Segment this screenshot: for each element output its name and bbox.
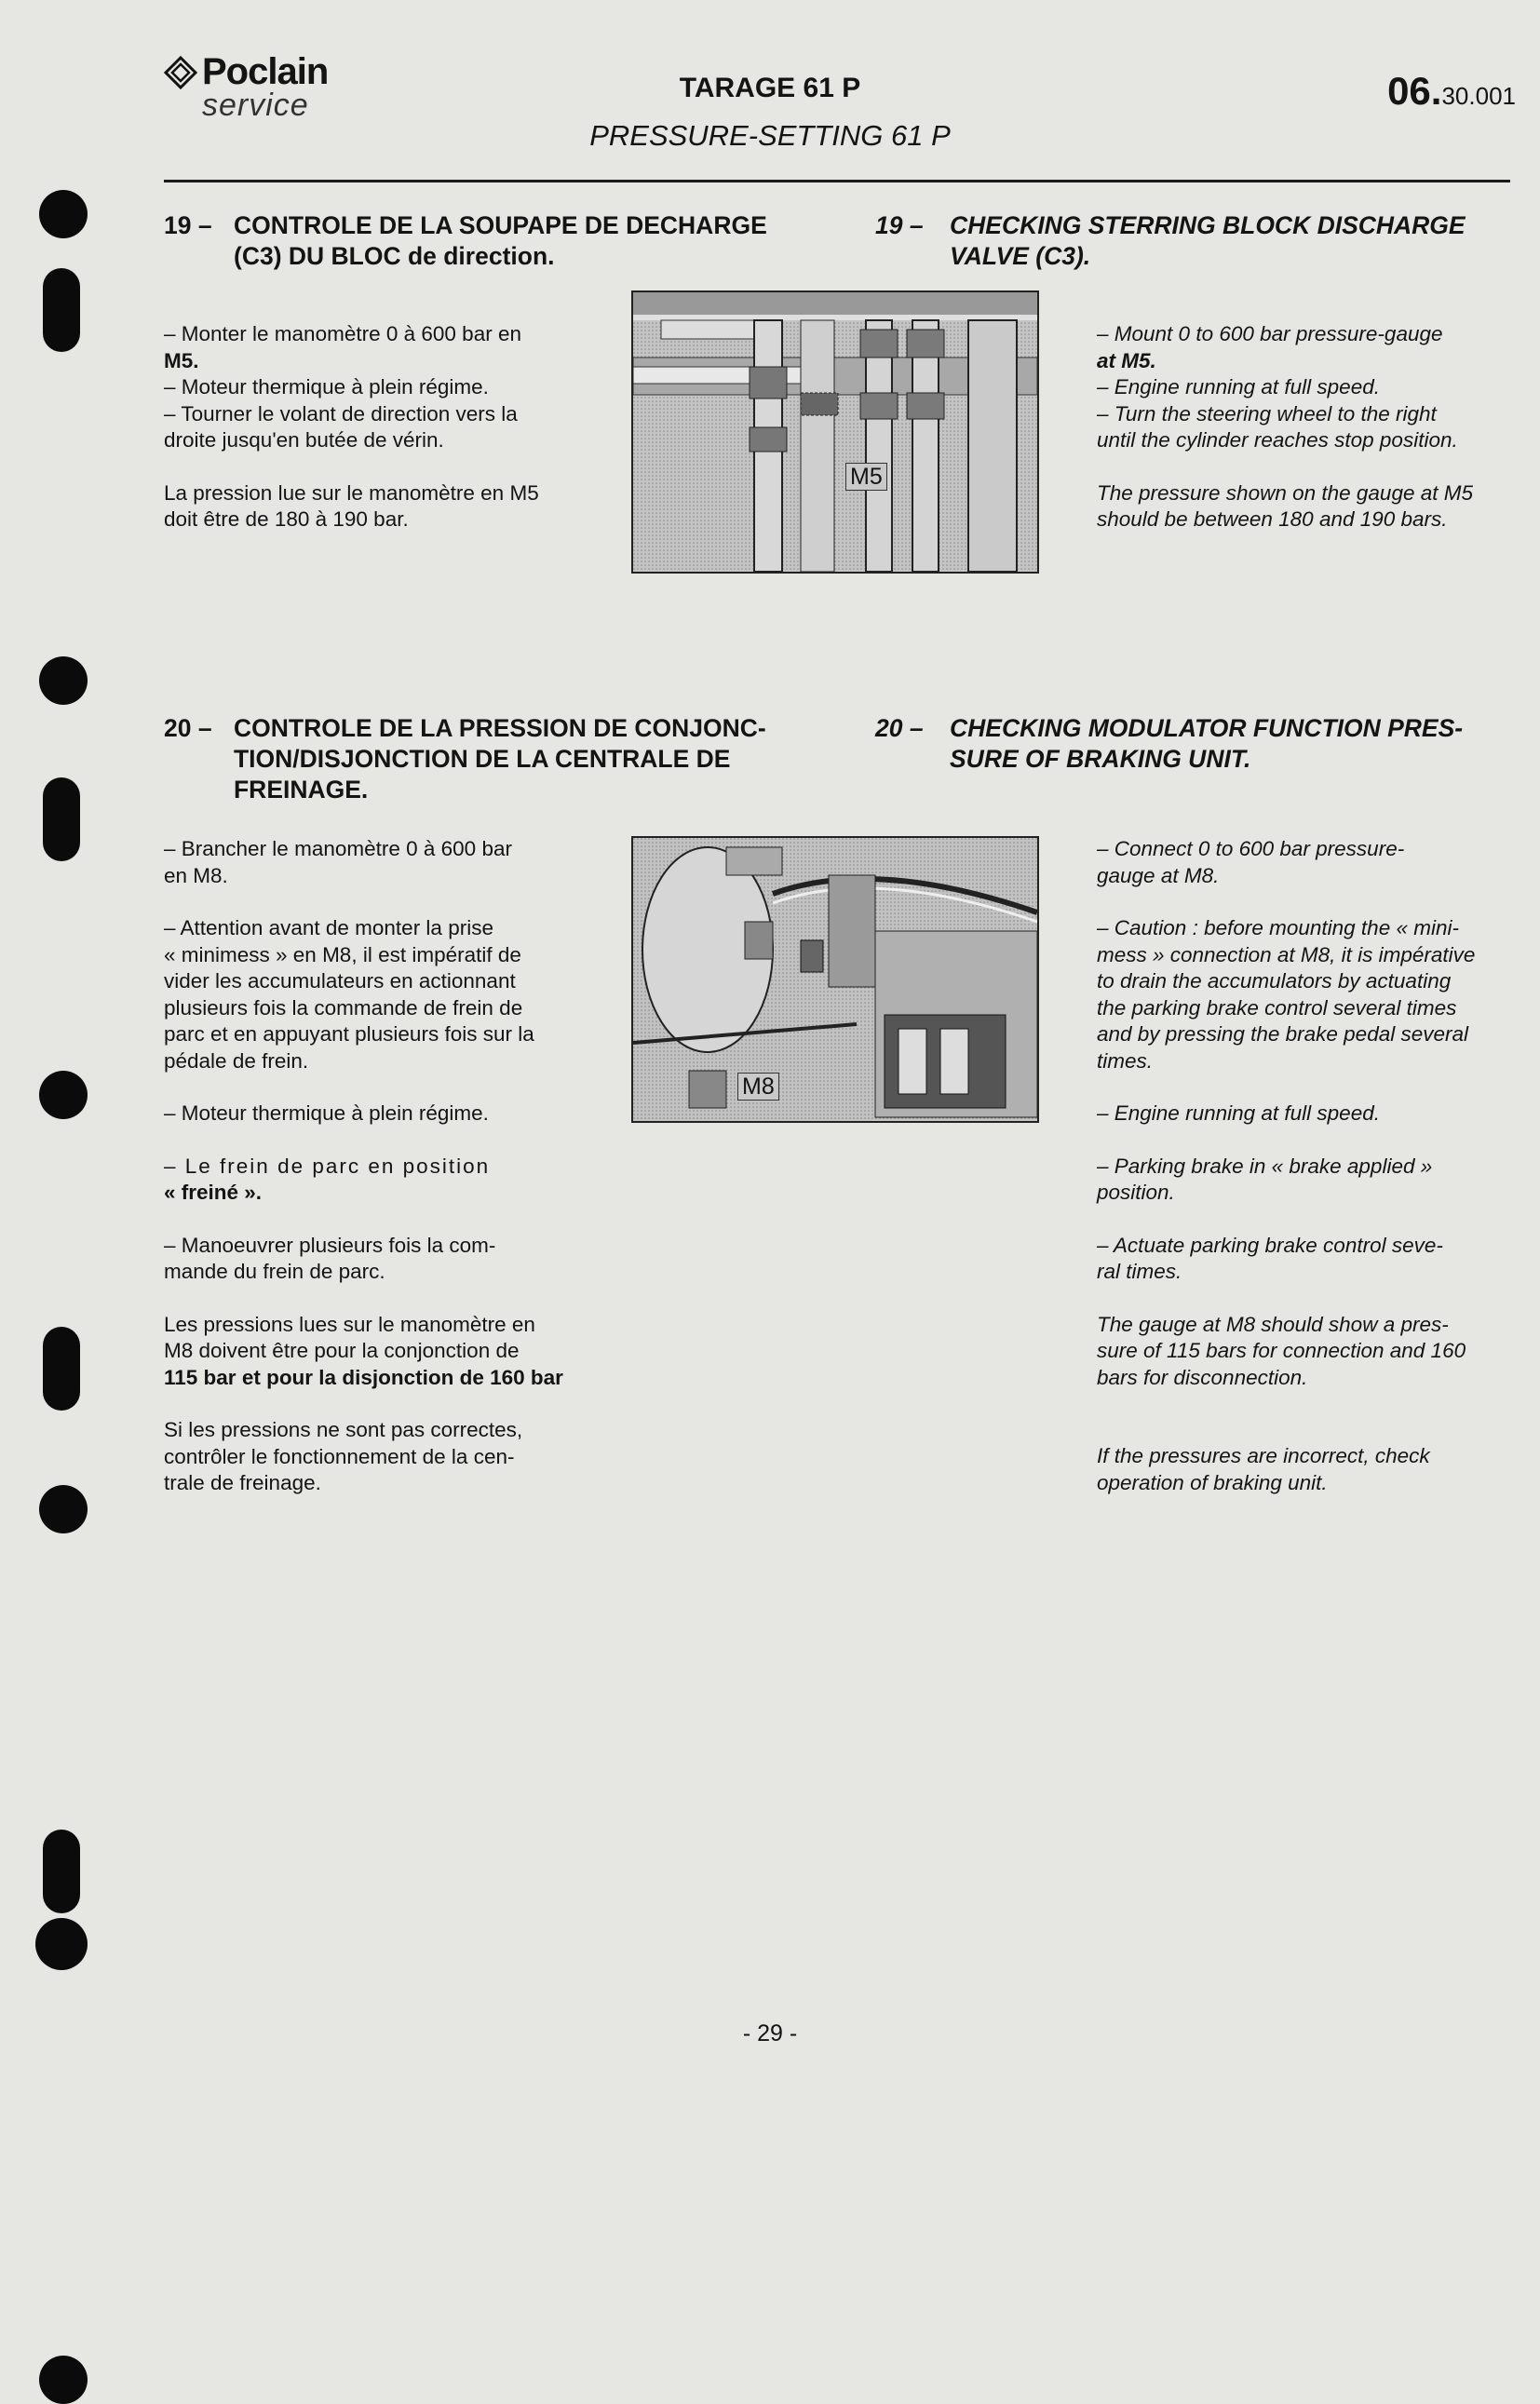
- text-line: – Caution : before mounting the « mini-: [1097, 916, 1459, 939]
- text-line: – Moteur thermique à plein régime.: [164, 1101, 489, 1125]
- punch-slot: [43, 268, 80, 352]
- text-line: ral times.: [1097, 1260, 1182, 1283]
- text-line: – Engine running at full speed.: [1097, 375, 1380, 398]
- punch-hole: [39, 1071, 88, 1119]
- text-line: times.: [1097, 1048, 1154, 1073]
- section19-number-en: 19 –: [875, 211, 924, 239]
- text-line: until the cylinder reaches stop position.: [1097, 428, 1458, 452]
- section20-text-fr: [164, 836, 574, 1497]
- text-line: should be between 180 and 190 bars.: [1097, 507, 1448, 531]
- text-line: en M8.: [164, 863, 228, 887]
- text-line: – Connect 0 to 600 bar pressure-: [1097, 837, 1405, 860]
- header-divider: [164, 180, 1510, 182]
- text-line: contrôler le fonctionnement de la cen-: [164, 1444, 515, 1468]
- figure-m8-photo: [631, 836, 1039, 1123]
- punch-hole: [35, 1918, 88, 1970]
- punch-slot: [43, 1327, 80, 1411]
- text-line: operation of braking unit.: [1097, 1470, 1328, 1494]
- text-line: – Parking brake in « brake applied »: [1097, 1154, 1433, 1178]
- text-line: – Attention avant de monter la prise: [164, 916, 493, 939]
- section20-heading-fr-line: TION/DISJONCTION DE LA CENTRALE DE: [234, 745, 731, 773]
- text-line: The gauge at M8 should show a pres-: [1097, 1312, 1449, 1336]
- text-line: – Turn the steering wheel to the right: [1097, 401, 1437, 425]
- page-ref-major: 06.: [1387, 69, 1442, 113]
- text-line: – Brancher le manomètre 0 à 600 bar: [164, 837, 512, 860]
- text-line: M8 doivent être pour la conjonction de: [164, 1339, 520, 1362]
- brand-subtitle: service: [202, 88, 309, 123]
- text-line: Si les pressions ne sont pas correctes,: [164, 1418, 523, 1441]
- figure-label-m5: M5: [845, 463, 887, 491]
- text-line: M5.: [164, 348, 199, 372]
- text-line: – Le frein de parc en position: [164, 1154, 491, 1178]
- text-line: doit être de 180 à 190 bar.: [164, 507, 409, 531]
- text-line: pédale de frein.: [164, 1048, 309, 1073]
- text-line: mande du frein de parc.: [164, 1260, 385, 1283]
- section20-number-en: 20 –: [875, 714, 924, 742]
- punch-hole: [39, 190, 88, 238]
- text-line: trale de freinage.: [164, 1471, 321, 1494]
- section20-text-en: [1097, 836, 1516, 1496]
- section19-heading-fr-line: (C3) DU BLOC de direction.: [234, 242, 555, 270]
- text-line: If the pressures are incorrect, check: [1097, 1444, 1430, 1467]
- text-line: gauge at M8.: [1097, 863, 1220, 887]
- figure-m5-photo: [631, 290, 1039, 574]
- text-line: plusieurs fois la commande de frein de: [164, 995, 523, 1020]
- section19-number-fr: 19 –: [164, 211, 212, 239]
- text-line: The pressure shown on the gauge at M5: [1097, 480, 1474, 505]
- text-line: at M5.: [1097, 348, 1156, 372]
- text-line: « freiné ».: [164, 1181, 263, 1204]
- text-line: mess » connection at M8, it is impérative: [1097, 942, 1476, 966]
- page-title-fr: TARAGE 61 P: [679, 73, 861, 103]
- text-line: parc et en appuyant plusieurs fois sur la: [164, 1022, 534, 1046]
- section20-heading-fr-line: CONTROLE DE LA PRESSION DE CONJONC-: [234, 714, 766, 742]
- section19-heading-en-line: CHECKING STERRING BLOCK DISCHARGE: [950, 211, 1466, 239]
- text-line: and by pressing the brake pedal several: [1097, 1022, 1469, 1046]
- section20-number-fr: 20 –: [164, 714, 212, 742]
- section20-heading-fr-line: FREINAGE.: [234, 776, 369, 804]
- section20-heading-en-line: CHECKING MODULATOR FUNCTION PRES-: [950, 714, 1464, 742]
- text-line: Les pressions lues sur le manomètre en: [164, 1312, 535, 1336]
- page-title-en: PRESSURE-SETTING 61 P: [589, 119, 951, 152]
- text-line: 115 bar et pour la disjonction de 160 bar: [164, 1365, 563, 1389]
- text-line: sure of 115 bars for connection and 160: [1097, 1339, 1466, 1362]
- section19-heading-fr-line: CONTROLE DE LA SOUPAPE DE DECHARGE: [234, 211, 767, 239]
- text-line: – Monter le manomètre 0 à 600 bar en: [164, 322, 521, 345]
- punch-slot: [43, 1830, 80, 1913]
- text-line: La pression lue sur le manomètre en M5: [164, 480, 539, 505]
- punch-hole: [39, 1485, 88, 1533]
- text-line: position.: [1097, 1181, 1175, 1204]
- section19-text-fr: [164, 321, 574, 533]
- text-line: the parking brake control several times: [1097, 995, 1457, 1020]
- figure-label-m8: M8: [737, 1073, 779, 1101]
- text-line: – Engine running at full speed.: [1097, 1101, 1380, 1125]
- page-reference: [1387, 69, 1516, 114]
- braking-unit-illustration: [633, 838, 1037, 1121]
- section20-heading-en-line: SURE OF BRAKING UNIT.: [950, 745, 1251, 773]
- text-line: – Moteur thermique à plein régime.: [164, 375, 489, 398]
- text-line: – Mount 0 to 600 bar pressure-gauge: [1097, 322, 1443, 345]
- text-line: droite jusqu'en butée de vérin.: [164, 428, 444, 452]
- punch-hole: [39, 2356, 88, 2404]
- page-ref-minor: 30.001: [1441, 82, 1516, 110]
- page-number: - 29 -: [742, 2020, 798, 2046]
- text-line: vider les accumulateurs en actionnant: [164, 969, 516, 993]
- section19-heading-en-line: VALVE (C3).: [950, 242, 1091, 270]
- text-line: – Actuate parking brake control seve-: [1097, 1233, 1443, 1257]
- text-line: « minimess » en M8, il est impératif de: [164, 942, 521, 966]
- pipe-assembly-illustration: [633, 292, 1037, 572]
- text-line: bars for disconnection.: [1097, 1365, 1308, 1389]
- punch-slot: [43, 777, 80, 861]
- text-line: to drain the accumulators by actuating: [1097, 969, 1452, 993]
- section19-text-en: [1097, 321, 1516, 533]
- brand-name: Poclain: [202, 51, 329, 92]
- text-line: – Tourner le volant de direction vers la: [164, 401, 518, 425]
- punch-hole: [39, 656, 88, 705]
- text-line: – Manoeuvrer plusieurs fois la com-: [164, 1233, 496, 1257]
